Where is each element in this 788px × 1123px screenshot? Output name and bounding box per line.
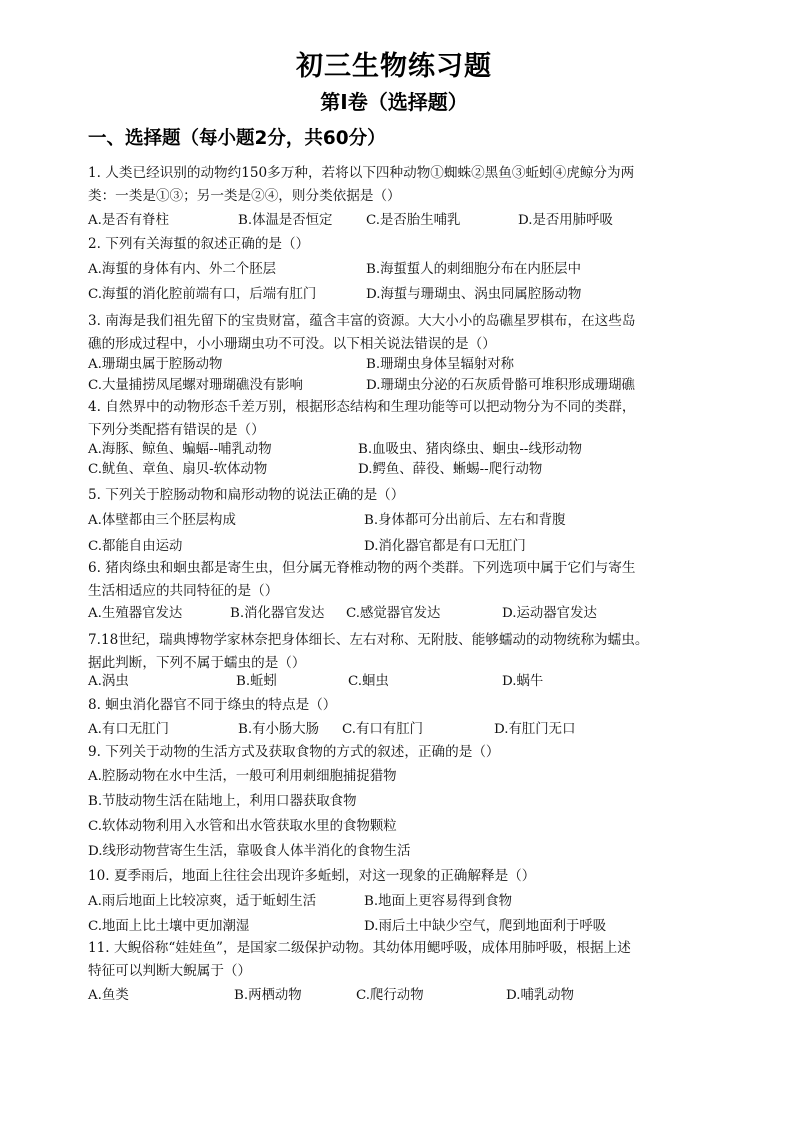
question-8-option-C[interactable]: C.有口有肛门 xyxy=(342,722,423,737)
question-9-option-B[interactable]: B.节肢动物生活在陆地上，利用口器获取食物 xyxy=(88,794,357,809)
question-2-option-A[interactable]: A.海蜇的身体有内、外二个胚层 xyxy=(88,262,277,277)
question-9-option-C[interactable]: C.软体动物利用入水管和出水管获取水里的食物颗粒 xyxy=(88,819,397,834)
question-9-stem-line: 9. 下列关于动物的生活方式及获取食物的方式的叙述，正确的是（） xyxy=(88,744,500,760)
question-10-option-B[interactable]: B.地面上更容易得到食物 xyxy=(364,894,513,909)
question-5-stem-line: 5. 下列关于腔肠动物和扁形动物的说法正确的是（） xyxy=(88,487,405,503)
question-11-option-C[interactable]: C.爬行动物 xyxy=(356,988,424,1003)
question-4-stem-line: 4. 自然界中的动物形态千差万别，根据形态结构和生理功能等可以把动物分为不同的类群， xyxy=(88,399,636,415)
question-11-stem-line: 11. 大鲵俗称“娃娃鱼”，是国家二级保护动物。其幼体用鳃呼吸，成体用肺呼吸，根据上述 xyxy=(88,940,631,956)
question-8-stem-line: 8. 蛔虫消化器官不同于绦虫的特点是（） xyxy=(88,697,337,713)
question-1-stem-line: 1. 人类已经识别的动物约150多万种，若将以下四种动物①蜘蛛②黑鱼③蚯蚓④虎鲸分为两 xyxy=(88,165,635,181)
question-3-stem-line: 3. 南海是我们祖先留下的宝贵财富，蕴含丰富的资源。大大小小的岛礁星罗棋布，在这些岛 xyxy=(88,313,636,329)
question-6-option-C[interactable]: C.感觉器官发达 xyxy=(346,606,441,621)
question-5-option-B[interactable]: B.身体都可分出前后、左右和背腹 xyxy=(364,513,566,528)
question-10-option-A[interactable]: A.雨后地面上比较凉爽，适于蚯蚓生活 xyxy=(88,894,317,909)
question-7-stem-line: 7.18世纪，瑞典博物学家林奈把身体细长、左右对称、无附肢、能够蠕动的动物统称为蠕虫。 xyxy=(88,632,649,648)
question-11-stem-line: 特征可以判断大鲵属于（） xyxy=(88,963,252,979)
question-3-stem-line: 礁的形成过程中，小小珊瑚虫功不可没。以下相关说法错误的是（） xyxy=(88,336,496,352)
question-2-option-D[interactable]: D.海蜇与珊瑚虫、涡虫同属腔肠动物 xyxy=(366,287,582,302)
question-11-option-B[interactable]: B.两栖动物 xyxy=(234,988,302,1003)
question-10-stem-line: 10. 夏季雨后，地面上往往会出现许多蚯蚓，对这一现象的正确解释是（） xyxy=(88,868,536,884)
question-7-option-B[interactable]: B.蚯蚓 xyxy=(236,674,277,689)
question-7-option-D[interactable]: D.蜗牛 xyxy=(502,674,544,689)
question-5-option-A[interactable]: A.体壁都由三个胚层构成 xyxy=(88,513,236,528)
question-7-option-A[interactable]: A.涡虫 xyxy=(88,674,129,689)
question-2-option-B[interactable]: B.海蜇蜇人的刺细胞分布在内胚层中 xyxy=(366,262,581,277)
question-5-option-D[interactable]: D.消化器官都是有口无肛门 xyxy=(364,539,526,554)
question-2-stem-line: 2. 下列有关海蜇的叙述正确的是（） xyxy=(88,236,310,252)
question-10-option-D[interactable]: D.雨后土中缺少空气，爬到地面利于呼吸 xyxy=(364,919,607,934)
question-8-option-D[interactable]: D.有肛门无口 xyxy=(494,722,576,737)
page-title: 初三生物练习题 xyxy=(296,51,492,82)
question-7-stem-line: 据此判断，下列不属于蠕虫的是（） xyxy=(88,655,306,671)
question-2-option-C[interactable]: C.海蜇的消化腔前端有口，后端有肛门 xyxy=(88,287,317,302)
question-3-option-C[interactable]: C.大量捕捞凤尾螺对珊瑚礁没有影响 xyxy=(88,378,303,393)
question-7-option-C[interactable]: C.蛔虫 xyxy=(348,674,389,689)
question-9-option-D[interactable]: D.线形动物营寄生生活，靠吸食人体半消化的食物生活 xyxy=(88,844,411,859)
question-5-option-C[interactable]: C.都能自由运动 xyxy=(88,539,183,554)
question-3-option-B[interactable]: B.珊瑚虫身体呈辐射对称 xyxy=(366,357,515,372)
question-4-option-A[interactable]: A.海豚、鲸鱼、蝙蝠--哺乳动物 xyxy=(88,442,272,457)
question-4-stem-line: 下列分类配搭有错误的是（） xyxy=(88,422,265,438)
question-11-option-A[interactable]: A.鱼类 xyxy=(88,988,129,1003)
question-6-stem-line: 6. 猪肉绦虫和蛔虫都是寄生虫，但分属无脊椎动物的两个类群。下列选项中属于它们与寄生 xyxy=(88,560,636,576)
paper-subtitle: 第Ⅰ卷（选择题） xyxy=(320,90,468,114)
question-4-option-D[interactable]: D.鳄鱼、薛役、蜥蜴--爬行动物 xyxy=(358,462,543,477)
question-3-option-D[interactable]: D.珊瑚虫分泌的石灰质骨骼可堆积形成珊瑚礁 xyxy=(366,378,635,393)
question-8-option-A[interactable]: A.有口无肛门 xyxy=(88,722,169,737)
question-6-stem-line: 生活相适应的共同特征的是（） xyxy=(88,583,279,599)
question-1-option-A[interactable]: A.是否有脊柱 xyxy=(88,213,169,228)
question-1-option-B[interactable]: B.体温是否恒定 xyxy=(238,213,333,228)
question-4-option-C[interactable]: C.鱿鱼、章鱼、扇贝-软体动物 xyxy=(88,462,268,477)
question-8-option-B[interactable]: B.有小肠大肠 xyxy=(238,722,320,737)
question-1-option-D[interactable]: D.是否用肺呼吸 xyxy=(518,213,613,228)
section-heading: 一、选择题（每小题2分，共60分） xyxy=(88,128,386,149)
question-6-option-B[interactable]: B.消化器官发达 xyxy=(230,606,325,621)
question-6-option-D[interactable]: D.运动器官发达 xyxy=(502,606,597,621)
question-1-stem-line: 类：一类是①③；另一类是②④，则分类依据是（） xyxy=(88,188,401,204)
question-3-option-A[interactable]: A.珊瑚虫属于腔肠动物 xyxy=(88,357,223,372)
question-6-option-A[interactable]: A.生殖器官发达 xyxy=(88,606,183,621)
question-4-option-B[interactable]: B.血吸虫、猪肉绦虫、蛔虫--线形动物 xyxy=(358,442,583,457)
question-10-option-C[interactable]: C.地面上比土壤中更加潮湿 xyxy=(88,919,250,934)
question-1-option-C[interactable]: C.是否胎生哺乳 xyxy=(366,213,461,228)
question-9-option-A[interactable]: A.腔肠动物在水中生活，一般可利用刺细胞捕捉猎物 xyxy=(88,769,397,784)
question-11-option-D[interactable]: D.哺乳动物 xyxy=(506,988,575,1003)
